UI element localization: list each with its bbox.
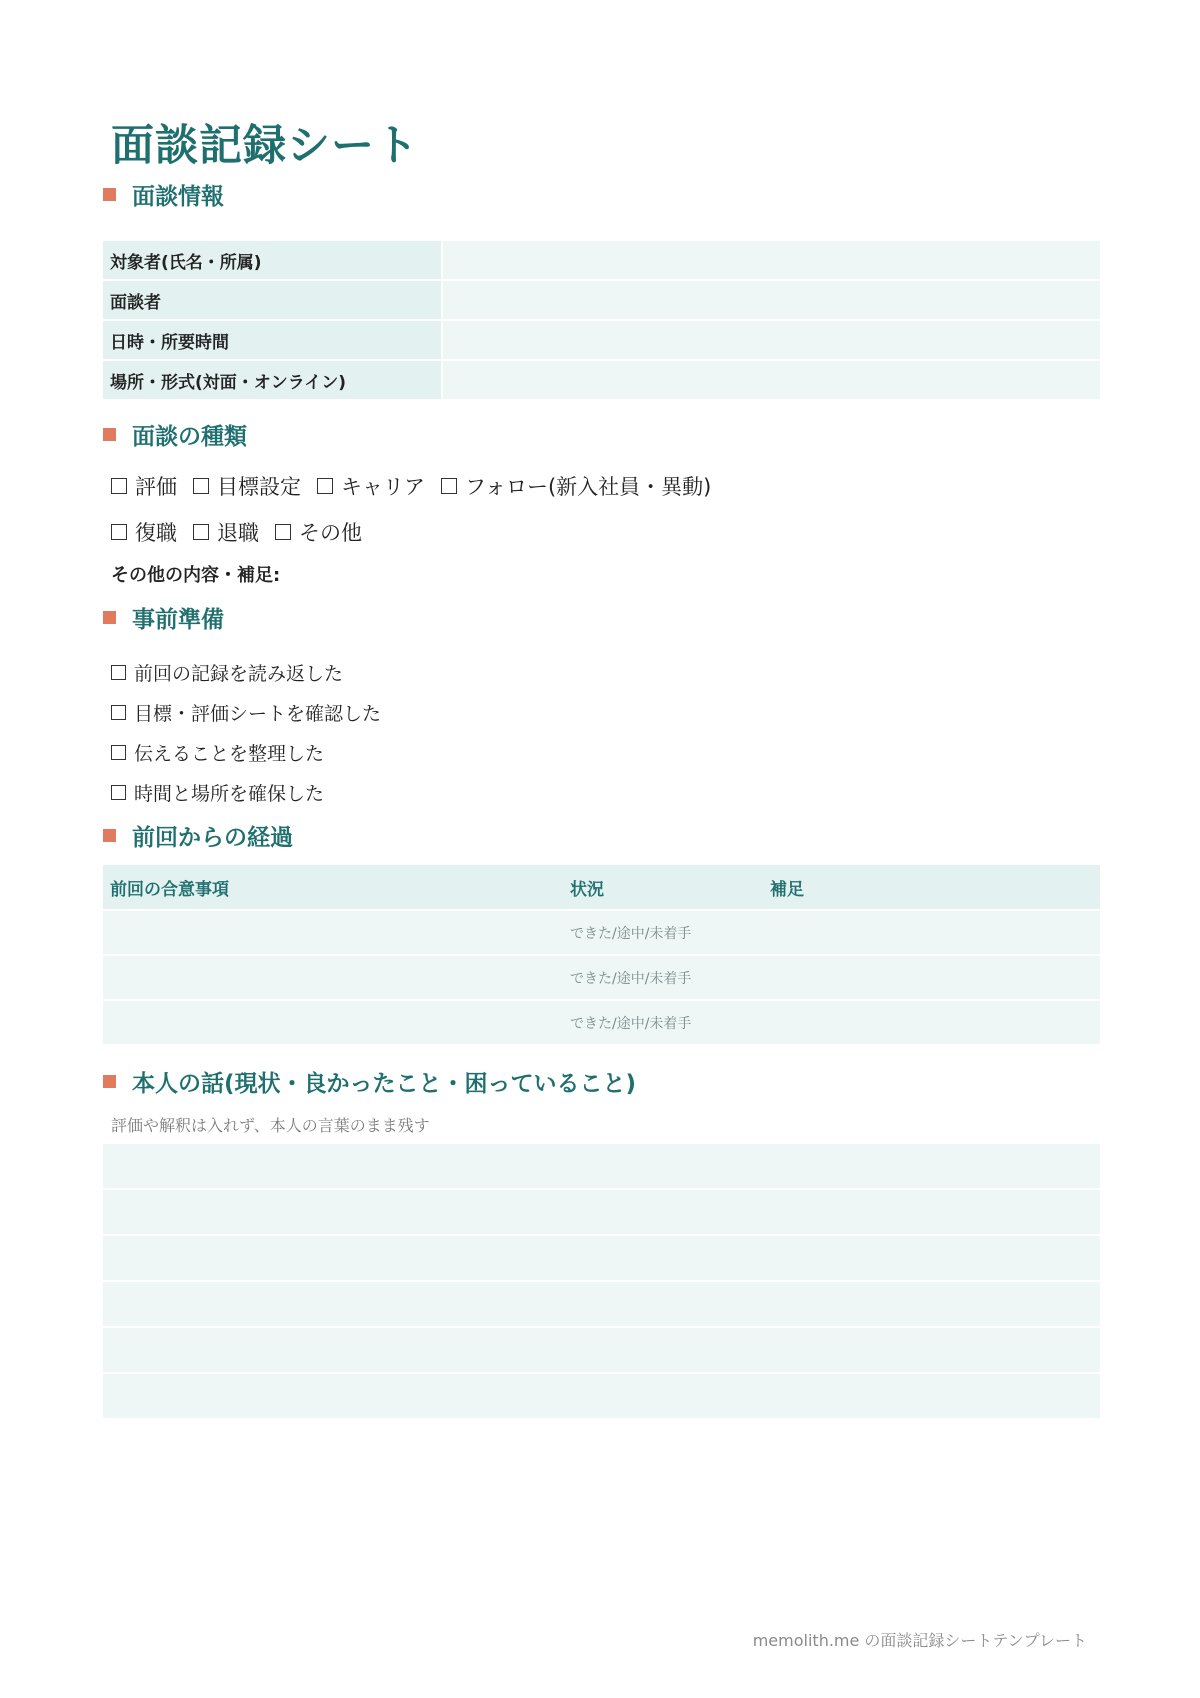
prep-checklist [111, 652, 381, 812]
heading-marker-icon [103, 611, 116, 624]
prep-item[interactable]: 前回の記録を読み返した [111, 652, 381, 692]
checkbox-icon[interactable] [441, 478, 457, 494]
table-row[interactable] [103, 911, 1100, 954]
info-value-field[interactable] [443, 361, 1100, 399]
section-heading-text: 前回からの経過 [132, 824, 293, 851]
column-header-notes: 補足 [770, 879, 804, 900]
checkbox-icon[interactable] [193, 478, 209, 494]
table-header-row [103, 865, 1100, 909]
writing-line[interactable] [103, 1328, 1100, 1372]
checkbox-icon[interactable] [111, 478, 127, 494]
info-label: 場所・形式(対面・オンライン) [103, 361, 441, 399]
info-value-field[interactable] [443, 281, 1100, 319]
status-cell[interactable]: できた/途中/未着手 [570, 925, 692, 942]
column-header-status: 状況 [570, 879, 604, 900]
type-checkbox-row-2 [111, 517, 378, 547]
heading-marker-icon [103, 188, 116, 201]
section-heading-types [103, 417, 247, 451]
footer-credit: memolith.me の面談記録シートテンプレート [752, 1631, 1087, 1650]
section-heading-story [103, 1064, 636, 1098]
checkbox-icon[interactable] [111, 745, 126, 760]
writing-line[interactable] [103, 1190, 1100, 1234]
checkbox-icon[interactable] [317, 478, 333, 494]
prep-item[interactable]: 時間と場所を確保した [111, 772, 381, 812]
writing-line[interactable] [103, 1282, 1100, 1326]
status-cell[interactable]: できた/途中/未着手 [570, 970, 692, 987]
section-heading-prep [103, 600, 224, 634]
checkbox-icon[interactable] [111, 705, 126, 720]
info-row-target [103, 241, 1100, 279]
section-heading-progress [103, 818, 293, 852]
info-row-place [103, 361, 1100, 399]
type-option-goal[interactable]: 目標設定 [193, 471, 301, 501]
writing-line[interactable] [103, 1374, 1100, 1418]
page-title: 面談記録シート [111, 121, 419, 171]
record-sheet-page [103, 0, 1100, 1698]
heading-marker-icon [103, 1075, 116, 1088]
info-label: 面談者 [103, 281, 441, 319]
info-value-field[interactable] [443, 241, 1100, 279]
status-cell[interactable]: できた/途中/未着手 [570, 1015, 692, 1032]
section-heading-text: 面談の種類 [132, 423, 247, 450]
checkbox-icon[interactable] [111, 785, 126, 800]
type-option-follow[interactable]: フォロー(新入社員・異動) [441, 471, 711, 501]
section-heading-text: 本人の話(現状・良かったこと・困っていること) [132, 1070, 637, 1097]
type-option-resign[interactable]: 退職 [193, 517, 259, 547]
other-details-label: その他の内容・補足: [111, 565, 281, 586]
heading-marker-icon [103, 428, 116, 441]
info-label: 日時・所要時間 [103, 321, 441, 359]
column-header-agreement: 前回の合意事項 [110, 879, 229, 900]
table-row[interactable] [103, 1001, 1100, 1044]
type-option-other[interactable]: その他 [275, 517, 362, 547]
type-checkbox-row-1 [111, 471, 727, 501]
section-heading-text: 事前準備 [132, 606, 224, 633]
type-option-return[interactable]: 復職 [111, 517, 177, 547]
info-row-interviewer [103, 281, 1100, 319]
info-row-datetime [103, 321, 1100, 359]
story-writing-area[interactable] [103, 1144, 1100, 1420]
checkbox-icon[interactable] [193, 524, 209, 540]
type-option-evaluation[interactable]: 評価 [111, 471, 177, 501]
prep-item[interactable]: 伝えることを整理した [111, 732, 381, 772]
checkbox-icon[interactable] [111, 665, 126, 680]
section-heading-text: 面談情報 [132, 183, 224, 210]
table-row[interactable] [103, 956, 1100, 999]
heading-marker-icon [103, 829, 116, 842]
checkbox-icon[interactable] [111, 524, 127, 540]
checkbox-icon[interactable] [275, 524, 291, 540]
story-guidance-note: 評価や解釈は入れず、本人の言葉のまま残す [111, 1116, 430, 1135]
info-label: 対象者(氏名・所属) [103, 241, 441, 279]
info-table [103, 241, 1100, 401]
writing-line[interactable] [103, 1144, 1100, 1188]
type-option-career[interactable]: キャリア [317, 471, 425, 501]
prep-item[interactable]: 目標・評価シートを確認した [111, 692, 381, 732]
info-value-field[interactable] [443, 321, 1100, 359]
section-heading-info [103, 177, 224, 211]
progress-table [103, 865, 1100, 1046]
writing-line[interactable] [103, 1236, 1100, 1280]
